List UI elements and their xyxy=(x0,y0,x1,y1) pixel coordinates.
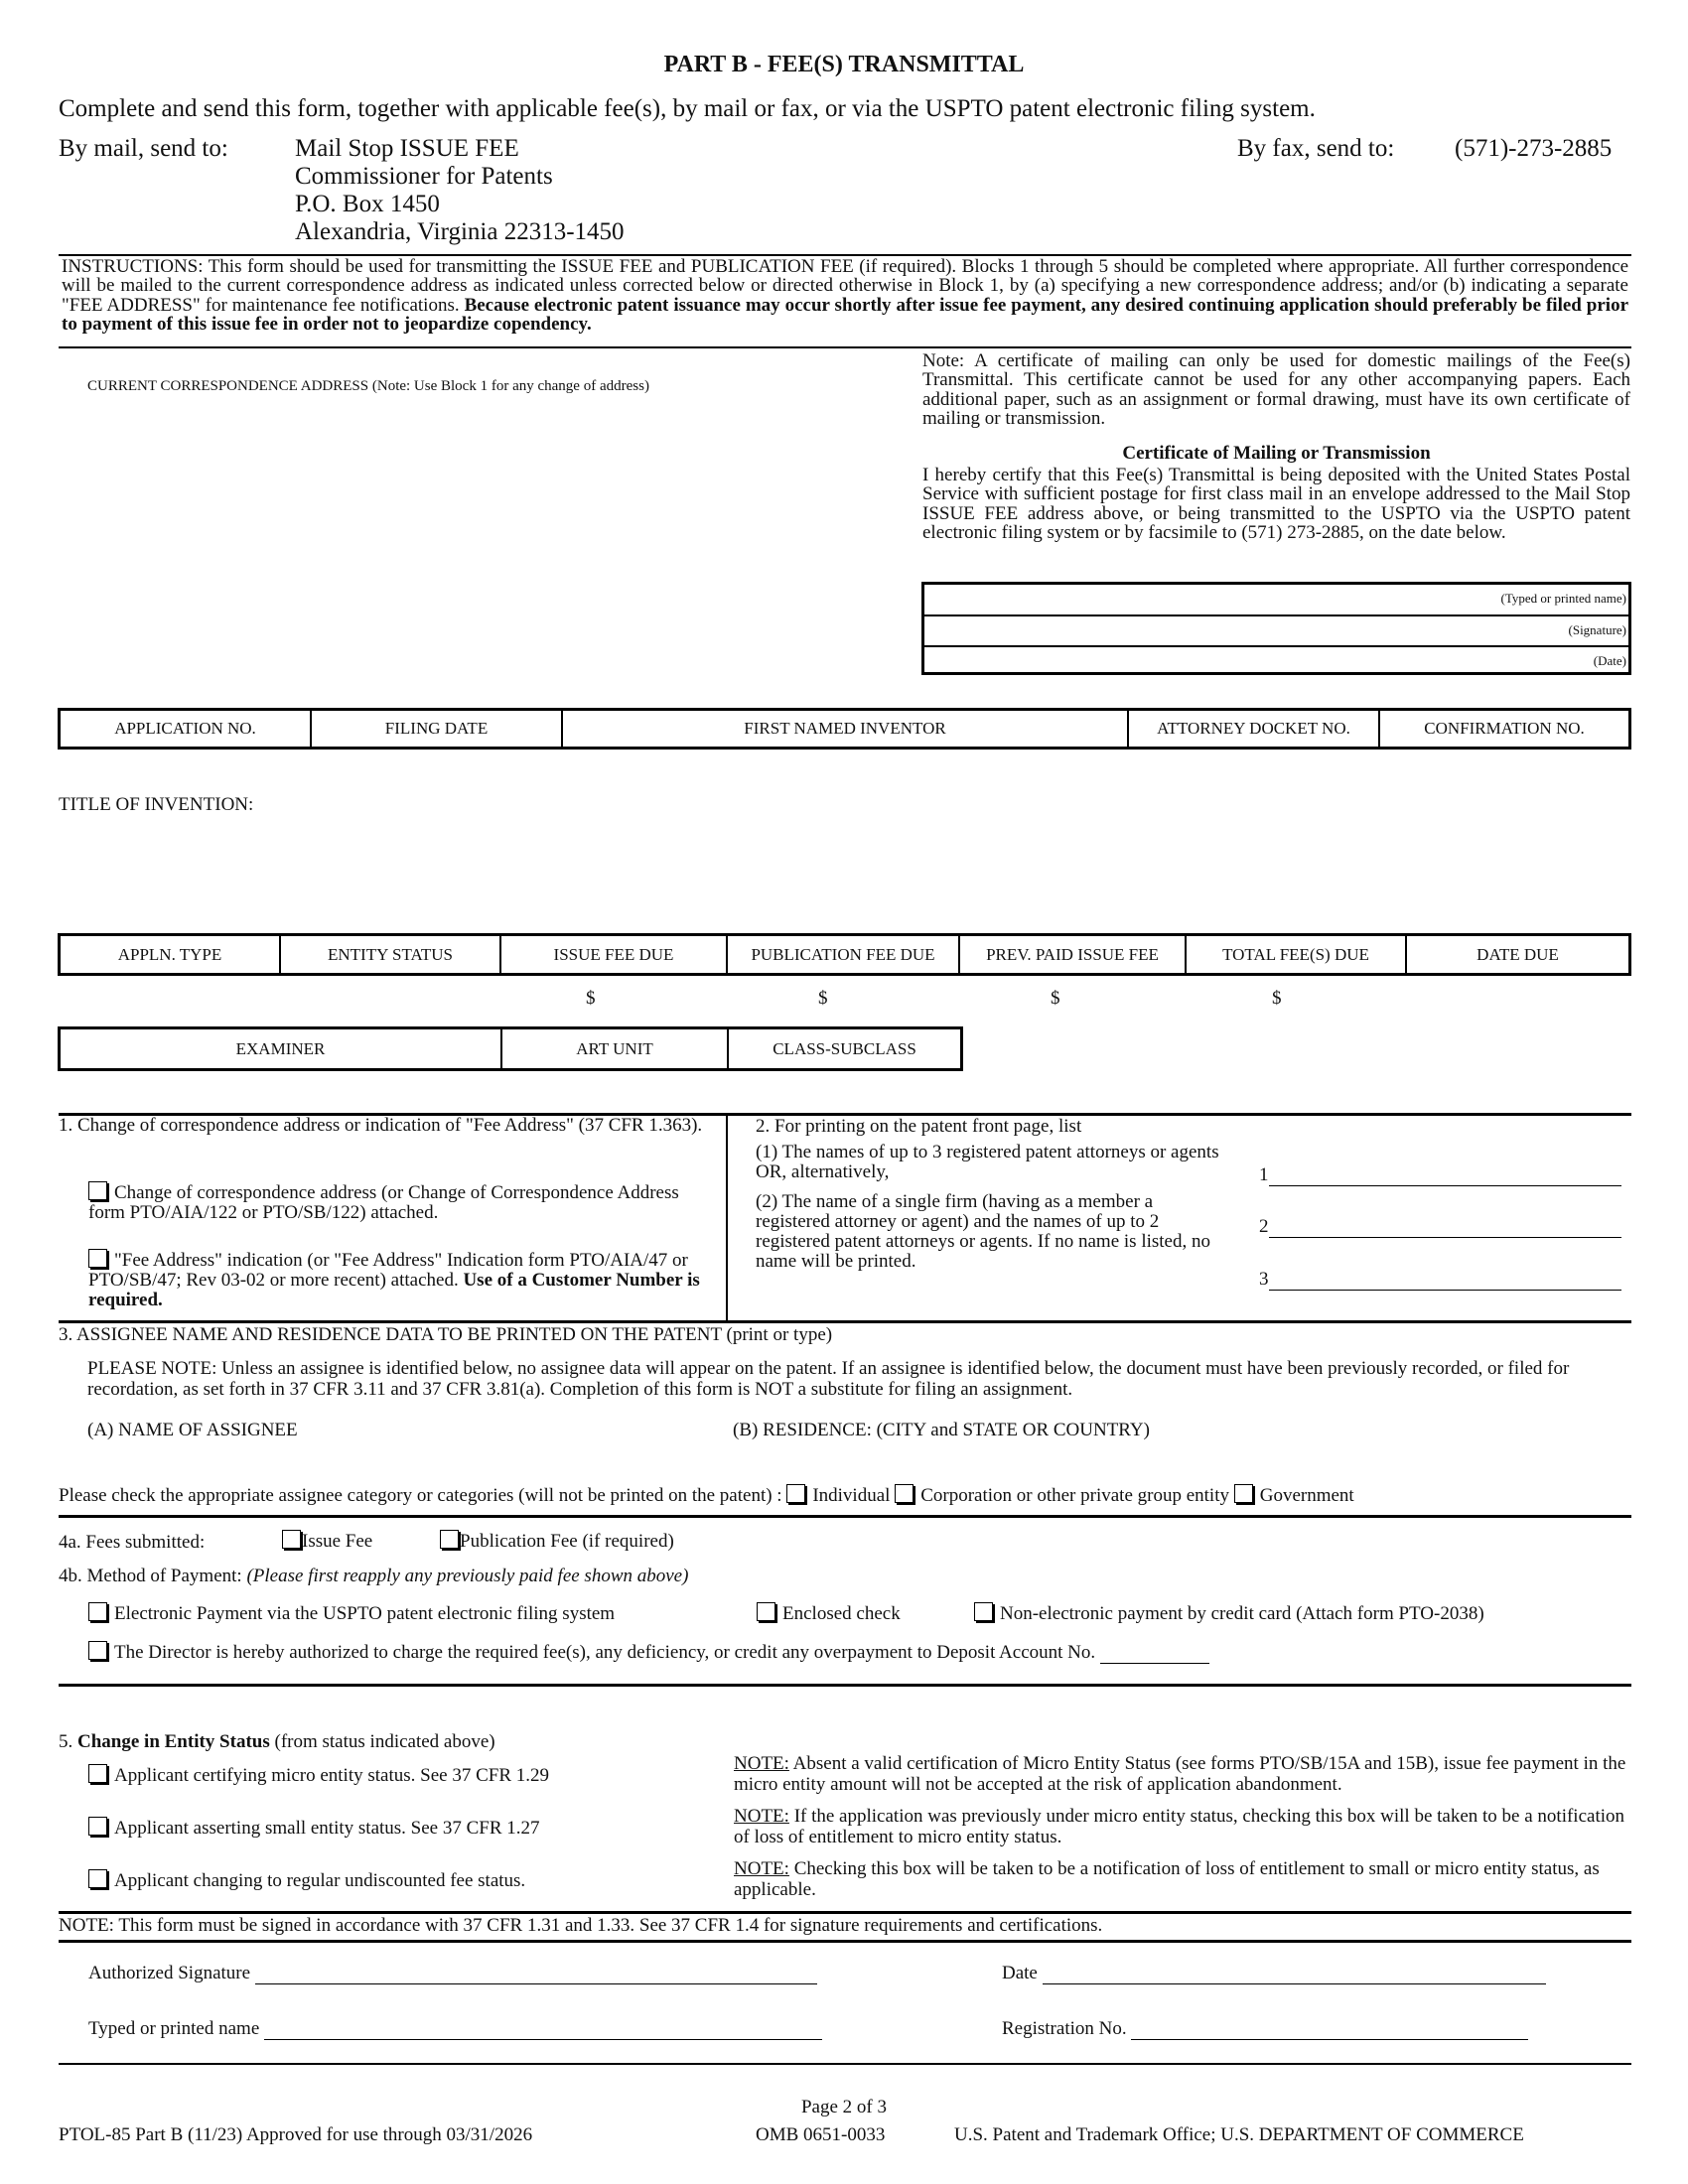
correspondence-address-area[interactable] xyxy=(87,402,882,690)
checkbox[interactable] xyxy=(88,1764,107,1783)
category-label: Individual xyxy=(812,1485,891,1506)
registration-field[interactable] xyxy=(1131,2021,1528,2040)
registration-row xyxy=(1002,2018,1528,2040)
entity-note-micro xyxy=(734,1754,1631,1795)
category-government[interactable] xyxy=(1234,1485,1354,1506)
omb-number: OMB 0651-0033 xyxy=(756,2124,886,2145)
payment-enclosed-check[interactable] xyxy=(757,1602,901,1625)
note-text: If the application was previously under micro entity status, checking this box will be taken to be a notification of loss of entitlement to micro entity status. xyxy=(734,1806,1625,1847)
header-appln-type: APPLN. TYPE xyxy=(61,936,281,973)
checkbox[interactable] xyxy=(786,1484,805,1503)
payment-method-row xyxy=(59,1566,688,1587)
mail-address-line: P.O. Box 1450 xyxy=(295,191,440,217)
instructions-bold-text: Because electronic patent issuance may occur shortly after issue fee payment, any desired continuing application should preferably be filed prior to payment of this issue fee in order not to jeopardize copendency. xyxy=(62,294,1628,336)
entity-option-micro[interactable] xyxy=(88,1764,549,1787)
typed-name-field[interactable] xyxy=(264,2021,822,2040)
checkbox[interactable] xyxy=(974,1602,993,1621)
checkbox[interactable] xyxy=(895,1484,914,1503)
divider xyxy=(59,1684,1631,1687)
correspondence-address-label: CURRENT CORRESPONDENCE ADDRESS (Note: Use Block 1 for any change of address) xyxy=(87,378,649,394)
mail-address-line: Commissioner for Patents xyxy=(295,163,553,190)
header-art-unit: ART UNIT xyxy=(502,1029,729,1068)
line-number: 3 xyxy=(1259,1269,1269,1290)
assignee-residence-label: (B) RESIDENCE: (CITY and STATE OR COUNTRY) xyxy=(733,1420,1150,1440)
attorney-name-line-1[interactable] xyxy=(1259,1164,1621,1186)
signature-date-field[interactable] xyxy=(1043,1966,1546,1984)
checkbox[interactable] xyxy=(88,1869,107,1888)
signature-row[interactable] xyxy=(924,616,1628,647)
date-row[interactable] xyxy=(924,647,1628,675)
line-blank[interactable] xyxy=(1269,1167,1621,1186)
note-label: NOTE: xyxy=(734,1858,789,1879)
block2-item2: (2) The name of a single firm (having as a member a registered attorney or agent) and the names of up to 2 registered patent attorneys or agents. If no name is listed, no name will be printed. xyxy=(756,1191,1210,1273)
signature-date-row xyxy=(1002,1963,1546,1984)
divider xyxy=(59,1515,1631,1518)
fee-option-label: Issue Fee xyxy=(302,1531,373,1552)
block5-heading-bold: Change in Entity Status xyxy=(77,1731,270,1752)
fees-submitted-label: 4a. Fees submitted: xyxy=(59,1532,206,1553)
block5-heading-rest: (from status indicated above) xyxy=(274,1731,495,1752)
block2-heading: 2. For printing on the patent front page, list xyxy=(756,1116,1082,1137)
customer-number-required: Use of a Customer Number is required. xyxy=(88,1270,700,1311)
block1-option-fee-address-label: "Fee Address" indication (or "Fee Address" Indication form PTO/AIA/47 or PTO/SB/47; Rev 03-02 or more recent) attached. xyxy=(88,1250,688,1292)
line-blank[interactable] xyxy=(1269,1219,1621,1238)
line-number: 1 xyxy=(1259,1164,1269,1185)
typed-name-caption: (Typed or printed name) xyxy=(1500,591,1626,606)
category-label: Government xyxy=(1259,1485,1354,1506)
entity-option-regular[interactable] xyxy=(88,1869,525,1892)
divider xyxy=(59,1911,1631,1914)
payment-option-label: Non-electronic payment by credit card (Attach form PTO-2038) xyxy=(1000,1603,1484,1624)
signature-date-label: Date xyxy=(1002,1963,1038,1983)
note-text: Checking this box will be taken to be a notification of loss of entitlement to small or micro entity status, as applicable. xyxy=(734,1858,1600,1900)
block5-number: 5. xyxy=(59,1731,73,1752)
entity-option-label: Applicant certifying micro entity status. See 37 CFR 1.29 xyxy=(114,1765,549,1786)
attorney-name-line-2[interactable] xyxy=(1259,1216,1621,1238)
divider xyxy=(726,1114,728,1322)
checkbox[interactable] xyxy=(282,1530,301,1549)
fee-option-label: Publication Fee (if required) xyxy=(460,1531,674,1552)
header-confirmation-no: CONFIRMATION NO. xyxy=(1424,719,1585,738)
block3-note: PLEASE NOTE: Unless an assignee is identified below, no assignee data will appear on the patent. If an assignee is identified below, the document must have been previously recorded, or filed for recordation, as set forth in 37 CFR 3.11 and 37 CFR 3.81(a). Completion of this form is NOT a substitute for filing an assignment. xyxy=(87,1358,1570,1400)
payment-option-label: The Director is hereby authorized to charge the required fee(s), any deficiency, or credit any overpayment to Deposit Account No. xyxy=(114,1642,1096,1663)
payment-electronic[interactable] xyxy=(88,1602,615,1625)
payment-credit-card[interactable] xyxy=(974,1602,1484,1625)
header-application-no: APPLICATION NO. xyxy=(61,711,312,747)
certificate-heading: Certificate of Mailing or Transmission xyxy=(1122,443,1431,464)
signature-caption: (Signature) xyxy=(1568,622,1626,637)
note-label: NOTE: xyxy=(734,1806,789,1827)
entity-option-label: Applicant asserting small entity status. See 37 CFR 1.27 xyxy=(114,1818,540,1839)
header-attorney-docket-no: ATTORNEY DOCKET NO. xyxy=(1129,711,1380,747)
date-caption: (Date) xyxy=(1593,653,1626,668)
divider xyxy=(59,1940,1631,1943)
payment-deposit-account[interactable] xyxy=(88,1641,1209,1664)
authorized-signature-row xyxy=(88,1963,817,1984)
certificate-note: Note: A certificate of mailing can only be used for domestic mailings of the Fee(s) Transmittal. This certificate cannot be used for any other accompanying papers. Each additional paper, such as an assignment or formal drawing, must have its own certificate of mailing or transmission. xyxy=(922,350,1630,430)
deposit-account-field[interactable] xyxy=(1100,1645,1209,1664)
typed-name-row[interactable] xyxy=(924,585,1628,616)
form-intro: Complete and send this form, together with applicable fee(s), by mail or fax, or via the USPTO patent electronic filing system. xyxy=(59,95,1316,122)
certificate-body: I hereby certify that this Fee(s) Transmittal is being deposited with the United States Postal Service with sufficient postage for first class mail in an envelope addressed to the Mail Stop ISSUE FEE address above, or being transmitted to the USPTO via the USPTO patent electronic filing system or by facsimile to (571) 273-2885, on the date below. xyxy=(922,465,1630,544)
application-table-header xyxy=(58,708,1631,750)
header-prev-paid-issue-fee: PREV. PAID ISSUE FEE xyxy=(960,936,1187,973)
header-date-due: DATE DUE xyxy=(1477,944,1559,964)
checkbox[interactable] xyxy=(88,1181,107,1200)
divider xyxy=(59,1320,1631,1323)
registration-label: Registration No. xyxy=(1002,2018,1127,2039)
divider xyxy=(59,346,1631,348)
header-class-subclass: CLASS-SUBCLASS xyxy=(773,1038,916,1058)
checkbox[interactable] xyxy=(88,1817,107,1836)
block1-option-change-address-label: Change of correspondence address (or Change of Correspondence Address form PTO/AIA/122 or PTO/SB/122) attached. xyxy=(88,1182,679,1224)
publication-fee-currency: $ xyxy=(818,988,828,1009)
fee-option-issue-fee[interactable] xyxy=(282,1530,372,1553)
assignee-name-label: (A) NAME OF ASSIGNEE xyxy=(87,1420,298,1440)
header-filing-date: FILING DATE xyxy=(312,711,563,747)
block2-item1: (1) The names of up to 3 registered patent attorneys or agents OR, alternatively, xyxy=(756,1142,1219,1183)
payment-method-label: 4b. Method of Payment: xyxy=(59,1566,242,1586)
header-first-named-inventor: FIRST NAMED INVENTOR xyxy=(563,711,1129,747)
signature-note: NOTE: This form must be signed in accordance with 37 CFR 1.31 and 1.33. See 37 CFR 1.4 for signature requirements and certifications. xyxy=(59,1915,1103,1936)
header-issue-fee-due: ISSUE FEE DUE xyxy=(501,936,728,973)
divider xyxy=(59,2063,1631,2065)
payment-option-label: Electronic Payment via the USPTO patent electronic filing system xyxy=(114,1603,616,1624)
page-number: Page 2 of 3 xyxy=(800,2097,887,2117)
block1-option-fee-address[interactable] xyxy=(88,1249,714,1310)
header-examiner: EXAMINER xyxy=(61,1029,502,1068)
block1-heading: 1. Change of correspondence address or indication of "Fee Address" (37 CFR 1.363). xyxy=(59,1115,703,1136)
attorney-name-line-3[interactable] xyxy=(1259,1269,1621,1291)
header-publication-fee-due: PUBLICATION FEE DUE xyxy=(728,936,960,973)
agency: U.S. Patent and Trademark Office; U.S. DEPARTMENT OF COMMERCE xyxy=(954,2124,1524,2145)
certificate-signature-box xyxy=(921,582,1631,675)
line-blank[interactable] xyxy=(1269,1272,1621,1291)
assignee-category-row xyxy=(59,1484,1354,1507)
fax-number: (571)-273-2885 xyxy=(1455,135,1613,162)
total-fee-currency: $ xyxy=(1272,988,1282,1009)
category-corporation[interactable] xyxy=(895,1485,1229,1506)
fee-table-header xyxy=(58,933,1631,976)
checkbox[interactable] xyxy=(88,1249,107,1268)
mail-address-line: Alexandria, Virginia 22313-1450 xyxy=(295,218,625,245)
assignee-category-prompt: Please check the appropriate assignee category or categories (will not be printed on the patent) : xyxy=(59,1485,782,1506)
note-label: NOTE: xyxy=(734,1753,789,1774)
header-entity-status: ENTITY STATUS xyxy=(281,936,501,973)
authorized-signature-label: Authorized Signature xyxy=(88,1963,251,1983)
prev-paid-fee-currency: $ xyxy=(1051,988,1060,1009)
checkbox[interactable] xyxy=(88,1602,107,1621)
header-total-fees-due: TOTAL FEE(S) DUE xyxy=(1187,936,1407,973)
mail-label: By mail, send to: xyxy=(59,135,228,162)
mail-address xyxy=(295,135,625,246)
fax-label: By fax, send to: xyxy=(1237,135,1395,162)
payment-method-note: (Please first reapply any previously paid fee shown above) xyxy=(246,1566,689,1586)
typed-name-label: Typed or printed name xyxy=(88,2018,260,2039)
form-title: PART B - FEE(S) TRANSMITTAL xyxy=(663,52,1025,77)
issue-fee-currency: $ xyxy=(586,988,596,1009)
entity-note-regular xyxy=(734,1859,1631,1900)
entity-option-small[interactable] xyxy=(88,1817,540,1840)
instructions-text: INSTRUCTIONS: This form should be used for transmitting the ISSUE FEE and PUBLICATION FEE (if required). Blocks 1 through 5 should be completed where appropriate. All further correspondence will be mailed to the current correspondence address as indicated unless corrected below or directed otherwise in Block 1, by (a) specifying a new correspondence address; and/or (b) indicating a separate "FEE ADDRESS" for maintenance fee notifications. xyxy=(62,256,1628,316)
form-id: PTOL-85 Part B (11/23) Approved for use through 03/31/2026 xyxy=(59,2124,533,2145)
entity-option-label: Applicant changing to regular undiscounted fee status. xyxy=(114,1870,526,1891)
entity-note-small xyxy=(734,1807,1631,1847)
typed-name-signature-row xyxy=(88,2018,822,2040)
block1-option-change-address[interactable] xyxy=(88,1181,714,1223)
instructions xyxy=(62,257,1628,335)
checkbox[interactable] xyxy=(440,1530,459,1549)
checkbox[interactable] xyxy=(88,1641,107,1660)
fee-option-publication-fee[interactable] xyxy=(440,1530,674,1553)
checkbox[interactable] xyxy=(757,1602,775,1621)
mail-address-line: Mail Stop ISSUE FEE xyxy=(295,135,519,162)
checkbox[interactable] xyxy=(1234,1484,1253,1503)
line-number: 2 xyxy=(1259,1216,1269,1237)
category-individual[interactable] xyxy=(786,1485,890,1506)
examiner-table-header xyxy=(58,1026,963,1071)
note-text: Absent a valid certification of Micro Entity Status (see forms PTO/SB/15A and 15B), issue fee payment in the micro entity amount will not be accepted at the risk of application abandonment. xyxy=(734,1753,1626,1795)
category-label: Corporation or other private group entity xyxy=(920,1485,1229,1506)
block3-heading: 3. ASSIGNEE NAME AND RESIDENCE DATA TO BE PRINTED ON THE PATENT (print or type) xyxy=(59,1324,833,1345)
payment-option-label: Enclosed check xyxy=(782,1603,901,1624)
title-of-invention-label: TITLE OF INVENTION: xyxy=(59,794,254,815)
authorized-signature-field[interactable] xyxy=(255,1966,817,1984)
block5-heading xyxy=(59,1731,495,1753)
